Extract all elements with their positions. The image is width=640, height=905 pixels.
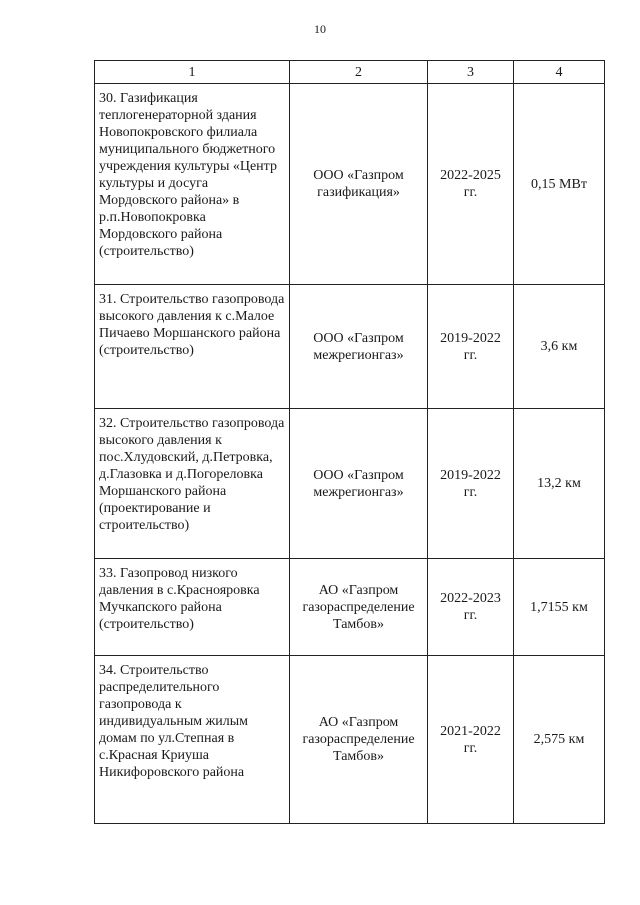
period-cell: 2022-2025 гг. [428, 84, 514, 285]
description-cell: 32. Строительство газопровода высокого давления к пос.Хлудовский, д.Петровка, д.Глазовка и д.Погореловка Моршанского района (проектирование и строительство) [95, 409, 290, 559]
executor-cell: АО «Газпром газораспределение Тамбов» [290, 559, 428, 656]
description-cell: 33. Газопровод низкого давления в с.Краснояровка Мучкапского района (строительство) [95, 559, 290, 656]
table-row [95, 285, 605, 409]
value-cell: 3,6 км [514, 285, 605, 409]
value-cell: 13,2 км [514, 409, 605, 559]
value-cell: 2,575 км [514, 656, 605, 824]
period-cell: 2022-2023 гг. [428, 559, 514, 656]
description-cell: 34. Строительство распределительного газопровода к индивидуальным жилым домам по ул.Степная в с.Красная Криуша Никифоровского района [95, 656, 290, 824]
header-cell: 2 [290, 61, 428, 84]
table-row [95, 409, 605, 559]
description-cell: 30. Газификация теплогенераторной здания Новопокровского филиала муниципального бюджетного учреждения культуры «Центр культуры и досуга Мордовского района» в р.п.Новопокровка Мордовского района (строительство) [95, 84, 290, 285]
period-cell: 2019-2022 гг. [428, 285, 514, 409]
table-row [95, 559, 605, 656]
executor-cell: ООО «Газпром межрегионгаз» [290, 285, 428, 409]
period-cell: 2019-2022 гг. [428, 409, 514, 559]
value-cell: 0,15 МВт [514, 84, 605, 285]
table-row [95, 656, 605, 824]
executor-cell: ООО «Газпром межрегионгаз» [290, 409, 428, 559]
period-cell: 2021-2022 гг. [428, 656, 514, 824]
table-header-row [95, 61, 605, 84]
table-row [95, 84, 605, 285]
executor-cell: ООО «Газпром газификация» [290, 84, 428, 285]
value-cell: 1,7155 км [514, 559, 605, 656]
executor-cell: АО «Газпром газораспределение Тамбов» [290, 656, 428, 824]
page-number: 10 [314, 22, 326, 36]
program-table [94, 60, 605, 824]
description-cell: 31. Строительство газопровода высокого давления к с.Малое Пичаево Моршанского района (строительство) [95, 285, 290, 409]
header-cell: 4 [514, 61, 605, 84]
header-cell: 1 [95, 61, 290, 84]
header-cell: 3 [428, 61, 514, 84]
